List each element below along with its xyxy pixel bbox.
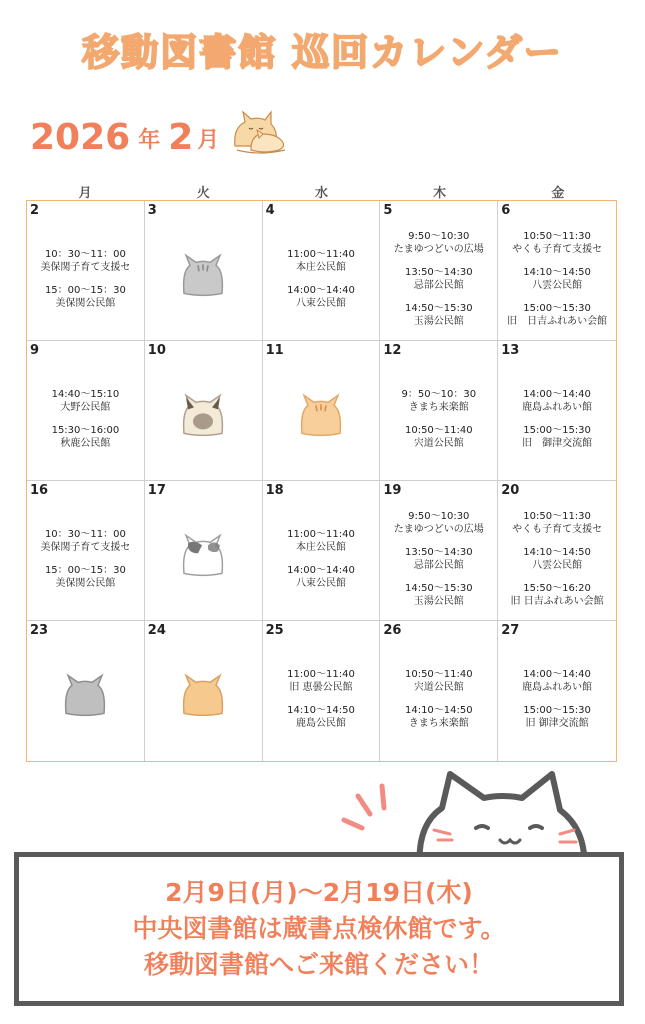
calendar-day-cell: [27, 341, 145, 481]
schedule-list: [263, 223, 380, 334]
month-label: 月: [197, 128, 220, 153]
calendar-day-cell: [380, 201, 498, 341]
stop-time: 15:00～15:30: [523, 705, 591, 716]
day-number: 5: [383, 203, 393, 218]
orange-tabby-cat-icon: [298, 393, 344, 437]
year-label: 年: [138, 128, 161, 153]
schedule-entry: [523, 704, 591, 730]
calendar-day-cell: [145, 621, 263, 761]
calendar-day-cell: [27, 481, 145, 621]
stop-time: 14:50～15:30: [404, 302, 473, 314]
stop-place: きまち来楽館: [408, 401, 469, 413]
stop-place: 八雲公民館: [532, 279, 583, 291]
stop-place: 本庄公民館: [295, 541, 346, 553]
stop-time: 15:00～15:30: [523, 424, 591, 436]
stop-place: 美保関公民館: [55, 297, 116, 309]
page-title: 移動図書館 巡回カレンダー: [82, 31, 563, 74]
stop-time: 10:50～11:40: [404, 669, 473, 680]
schedule-entry: [522, 424, 592, 450]
weekday-mon: 月: [78, 186, 92, 201]
notice-invite-text: 移動図書館へご来館ください！: [143, 950, 494, 979]
weekday-fri: 金: [551, 186, 565, 201]
stop-time: 9：50～10：30: [401, 388, 477, 400]
day-number: 26: [383, 623, 402, 638]
stop-time: 10：30～11：00: [44, 248, 126, 260]
schedule-entry: [287, 528, 355, 554]
stop-place: やくも子育て支援セ: [512, 243, 603, 255]
stop-place: 大野公民館: [60, 401, 111, 413]
stop-place: 美保関子育て支援セ: [40, 541, 131, 553]
stop-time: 13:50～14:30: [404, 546, 473, 558]
stop-time: 10：30～11：00: [44, 528, 126, 540]
siamese-cat-icon: [180, 393, 226, 437]
stop-place: 宍道公民館: [413, 682, 464, 693]
stop-time: 14:10～14:50: [523, 546, 591, 558]
stop-place: 忌部公民館: [413, 559, 464, 571]
stop-time: 11:00～11:40: [287, 669, 355, 680]
schedule-list: [498, 503, 616, 614]
stop-place: 旧 御津交流館: [522, 437, 593, 449]
calendar-day-cell: [263, 341, 381, 481]
stop-time: 14:50～15:30: [404, 582, 473, 594]
day-number: 24: [147, 623, 166, 638]
day-number: 9: [30, 343, 40, 358]
day-number: 4: [265, 203, 275, 218]
stop-place: 旧 日吉ふれあい会館: [507, 315, 608, 327]
schedule-entry: [405, 546, 473, 572]
schedule-entry: [52, 424, 120, 450]
notice-dates: 2月9日(月)～2月19日(木): [165, 878, 473, 907]
schedule-entry: [40, 528, 130, 554]
stop-place: 宍道公民館: [413, 437, 464, 449]
stop-time: 15：00～15：30: [44, 284, 126, 296]
stop-place: 鹿島ふれあい館: [522, 401, 593, 413]
month-heading: [30, 108, 291, 156]
schedule-entry: [405, 266, 473, 292]
orange-cat-icon: [180, 673, 226, 717]
month-value: 2: [168, 117, 194, 158]
schedule-entry: [512, 510, 602, 536]
schedule-entry: [512, 230, 602, 256]
calendar-day-cell: [380, 621, 498, 761]
schedule-list: [27, 503, 144, 614]
calendar-day-cell: [498, 201, 616, 341]
schedule-list: [27, 223, 144, 334]
stop-place: 旧 恵曇公民館: [289, 682, 353, 693]
weekday-wed: 水: [314, 186, 328, 201]
calico-cat-icon: [180, 533, 226, 577]
schedule-entry: [394, 230, 484, 256]
schedule-entry: [522, 668, 592, 694]
schedule-entry: [52, 388, 120, 414]
calendar-day-cell: [263, 481, 381, 621]
stop-time: 14:00～14:40: [523, 669, 591, 680]
schedule-entry: [40, 248, 130, 274]
day-number: 19: [383, 483, 402, 498]
schedule-entry: [511, 582, 604, 608]
day-number: 11: [265, 343, 284, 358]
schedule-entry: [45, 564, 126, 590]
calendar-day-cell: [498, 341, 616, 481]
stop-place: 鹿島ふれあい館: [522, 682, 593, 693]
day-number: 27: [501, 623, 520, 638]
day-number: 17: [147, 483, 166, 498]
schedule-entry: [523, 266, 591, 292]
day-number: 3: [147, 203, 157, 218]
day-number: 10: [147, 343, 166, 358]
stop-place: 八雲公民館: [532, 559, 583, 571]
schedule-entry: [507, 302, 607, 328]
calendar-day-cell: [263, 621, 381, 761]
stop-time: 9:50～10:30: [408, 230, 470, 242]
calendar-day-cell: [263, 201, 381, 341]
day-number: 20: [501, 483, 520, 498]
stop-place: 八束公民館: [295, 297, 346, 309]
calendar-day-cell: [380, 341, 498, 481]
schedule-list: [380, 643, 497, 755]
stop-place: たまゆつどいの広場: [393, 243, 484, 255]
day-number: 12: [383, 343, 402, 358]
stop-time: 14:40～15:10: [51, 388, 120, 400]
schedule-list: [27, 363, 144, 474]
sleeping-cats-icon: [229, 106, 291, 156]
schedule-entry: [45, 284, 126, 310]
stop-time: 15：00～15：30: [44, 564, 126, 576]
day-number: 25: [265, 623, 284, 638]
day-number: 18: [265, 483, 284, 498]
stop-place: 美保関公民館: [55, 577, 116, 589]
stop-time: 15:30～16:00: [51, 424, 120, 436]
stop-place: 玉湯公民館: [413, 315, 464, 327]
calendar-day-cell: [380, 481, 498, 621]
schedule-list: [380, 363, 497, 474]
schedule-entry: [402, 388, 477, 414]
schedule-entry: [405, 668, 473, 694]
stop-place: きまち来楽館: [408, 718, 469, 729]
stop-time: 14:10～14:50: [287, 705, 355, 716]
gray-tabby-cat-icon: [180, 253, 226, 297]
schedule-list: [380, 223, 497, 334]
schedule-entry: [287, 284, 355, 310]
notice-closure-text: 中央図書館は蔵書点検休館です。: [132, 914, 506, 943]
stop-time: 14:00～14:40: [287, 284, 355, 296]
schedule-entry: [405, 582, 473, 608]
schedule-entry: [287, 564, 355, 590]
day-number: 13: [501, 343, 520, 358]
schedule-list: [263, 503, 380, 614]
stop-place: 美保関子育て支援セ: [40, 261, 131, 273]
calendar-grid: [26, 200, 617, 762]
year-value: 2026: [30, 117, 131, 158]
stop-time: 10:50～11:40: [404, 424, 473, 436]
day-number: 23: [30, 623, 49, 638]
calendar-day-cell: [498, 481, 616, 621]
stop-place: 玉湯公民館: [413, 595, 464, 607]
stop-time: 15:00～15:30: [523, 302, 591, 314]
day-number: 16: [30, 483, 49, 498]
schedule-list: [498, 643, 616, 755]
schedule-entry: [523, 546, 591, 572]
calendar-day-cell: [145, 341, 263, 481]
calendar-day-cell: [27, 621, 145, 761]
calendar-day-cell: [145, 481, 263, 621]
gray-cat-icon: [62, 673, 108, 717]
stop-time: 14:10～14:50: [523, 266, 591, 278]
stop-time: 9:50～10:30: [408, 510, 470, 522]
closure-notice: [14, 852, 624, 1006]
stop-place: 秋鹿公民館: [60, 437, 111, 449]
weekday-tue: 火: [196, 186, 210, 201]
stop-time: 11:00～11:40: [287, 248, 355, 260]
stop-place: やくも子育て支援セ: [512, 523, 603, 535]
schedule-entry: [287, 248, 355, 274]
stop-time: 14:00～14:40: [523, 388, 591, 400]
stop-place: 本庄公民館: [295, 261, 346, 273]
weekday-header: [26, 182, 617, 201]
day-number: 6: [501, 203, 511, 218]
schedule-list: [380, 503, 497, 614]
stop-time: 15:50～16:20: [523, 582, 591, 594]
schedule-entry: [287, 704, 355, 730]
schedule-list: [498, 223, 616, 334]
stop-place: 旧 日吉ふれあい会館: [510, 595, 604, 607]
calendar-day-cell: [27, 201, 145, 341]
stop-place: 忌部公民館: [413, 279, 464, 291]
schedule-entry: [405, 704, 473, 730]
stop-time: 14:10～14:50: [404, 705, 473, 716]
schedule-entry: [405, 302, 473, 328]
schedule-entry: [522, 388, 592, 414]
stop-place: 八束公民館: [295, 577, 346, 589]
stop-time: 10:50～11:30: [523, 230, 591, 242]
calendar-day-cell: [498, 621, 616, 761]
schedule-entry: [394, 510, 484, 536]
stop-time: 14:00～14:40: [287, 564, 355, 576]
stop-place: 旧 御津交流館: [525, 718, 589, 729]
stop-time: 10:50～11:30: [523, 510, 591, 522]
schedule-list: [263, 643, 380, 755]
weekday-thu: 木: [433, 186, 447, 201]
schedule-entry: [405, 424, 473, 450]
stop-place: 鹿島公民館: [295, 718, 346, 729]
schedule-list: [498, 363, 616, 474]
stop-time: 13:50～14:30: [404, 266, 473, 278]
schedule-entry: [287, 668, 355, 694]
calendar-day-cell: [145, 201, 263, 341]
stop-place: たまゆつどいの広場: [393, 523, 484, 535]
stop-time: 11:00～11:40: [287, 528, 355, 540]
day-number: 2: [30, 203, 40, 218]
